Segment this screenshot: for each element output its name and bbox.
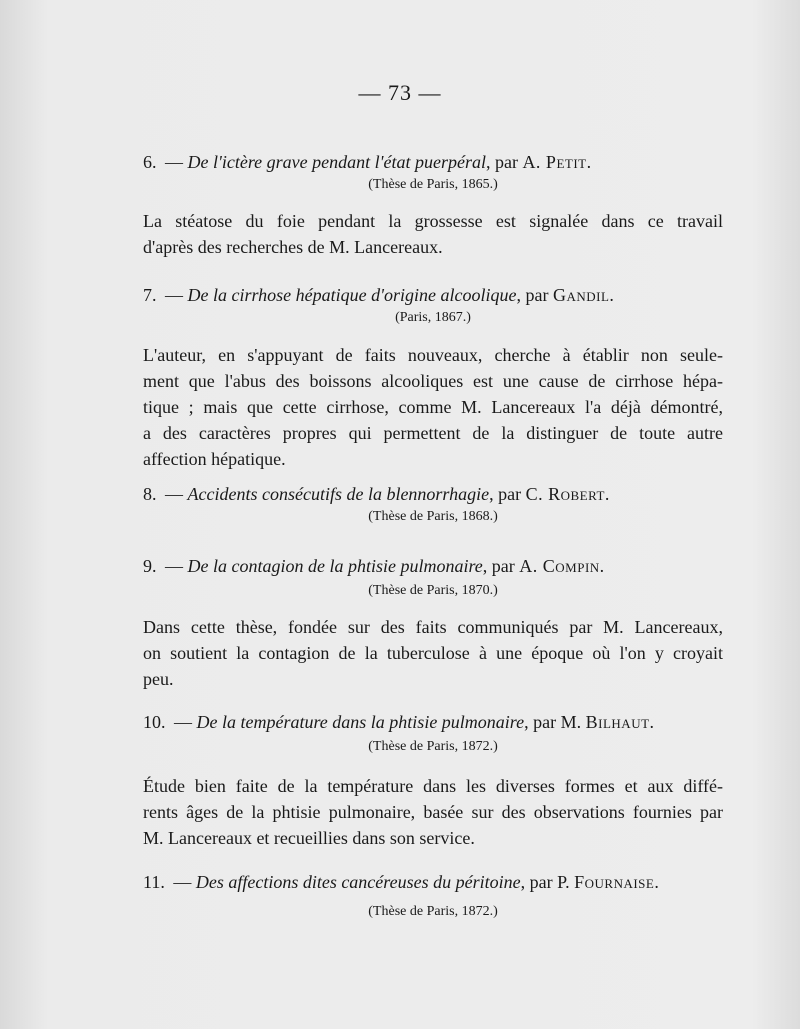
entry-author: C. Robert.	[525, 484, 610, 504]
summary-line: d'après des recherches de M. Lancereaux.	[143, 237, 443, 257]
entry-9-source: (Thèse de Paris, 1870.)	[368, 583, 498, 598]
summary-line: Étude bien faite de la température dans les diverses formes et aux diffé-	[143, 776, 723, 796]
summary-line: La stéatose du foie pendant la grossesse est signalée dans ce travail	[143, 211, 723, 231]
summary-line: rents âges de la phtisie pulmonaire, basée sur des observations fournies par	[143, 802, 723, 822]
entry-separator: —	[169, 712, 197, 732]
summary-line: ment que l'abus des boissons alcooliques est une cause de cirrhose hépa-	[143, 371, 723, 391]
summary-line: peu.	[143, 669, 174, 689]
entry-author: Bilhaut.	[585, 712, 655, 732]
entry-title: De la cirrhose hépatique d'origine alcoolique	[187, 285, 517, 305]
entry-title: De l'ictère grave pendant l'état puerpéral	[187, 152, 486, 172]
entry-author: A. Petit.	[522, 152, 592, 172]
entry-10-source: (Thèse de Paris, 1872.)	[368, 739, 498, 754]
entry-6-summary	[143, 208, 723, 260]
entry-number: 8.	[143, 484, 157, 504]
entry-10-heading	[143, 712, 723, 733]
entry-8-heading	[143, 484, 723, 505]
entry-number: 9.	[143, 556, 157, 576]
entry-7-heading	[143, 285, 723, 306]
entry-by: , par	[485, 152, 523, 172]
entry-by: , par P.	[520, 872, 575, 892]
entry-number: 7.	[143, 285, 157, 305]
entry-title: Des affections dites cancéreuses du péritoine	[195, 872, 521, 892]
entry-11-heading	[143, 872, 723, 893]
entry-10-summary	[143, 773, 723, 851]
entry-7-summary	[143, 342, 723, 472]
entry-number: 11.	[143, 872, 165, 892]
summary-line: Dans cette thèse, fondée sur des faits communiqués par M. Lancereaux,	[143, 617, 723, 637]
entry-8-source: (Thèse de Paris, 1868.)	[368, 509, 498, 524]
entry-separator: —	[168, 872, 196, 892]
summary-line: L'auteur, en s'appuyant de faits nouveaux, cherche à établir non seule-	[143, 345, 723, 365]
entry-title: De la contagion de la phtisie pulmonaire	[187, 556, 483, 576]
summary-line: M. Lancereaux et recueillies dans son service.	[143, 828, 475, 848]
entry-author: Gandil.	[552, 285, 615, 305]
entry-6-source: (Thèse de Paris, 1865.)	[368, 177, 498, 192]
entry-11-source: (Thèse de Paris, 1872.)	[368, 904, 498, 919]
entry-separator: —	[160, 285, 188, 305]
entry-separator: —	[160, 152, 188, 172]
summary-line: on soutient la contagion de la tuberculose à une époque où l'on y croyait	[143, 643, 723, 663]
entry-by: , par	[489, 484, 526, 504]
entry-9-summary	[143, 614, 723, 692]
entry-title: Accidents consécutifs de la blennorrhagie	[187, 484, 490, 504]
entry-author: A. Compin.	[519, 556, 605, 576]
entry-6-heading	[143, 152, 723, 173]
summary-line: affection hépatique.	[143, 449, 286, 469]
entry-author: Fournaise.	[574, 872, 660, 892]
entry-number: 10.	[143, 712, 166, 732]
summary-line: a des caractères propres qui permettent de la distinguer de toute autre	[143, 423, 723, 443]
entry-number: 6.	[143, 152, 157, 172]
entry-separator: —	[160, 556, 188, 576]
entry-by: , par M.	[524, 712, 586, 732]
summary-line: tique ; mais que cette cirrhose, comme M. Lancereaux l'a déjà démontré,	[143, 397, 723, 417]
entry-7-source: (Paris, 1867.)	[395, 310, 471, 325]
entry-title: De la température dans la phtisie pulmonaire	[196, 712, 525, 732]
entry-9-heading	[143, 556, 723, 577]
entry-by: , par	[516, 285, 553, 305]
page-number: — 73 —	[358, 80, 442, 105]
entry-by: , par	[482, 556, 520, 576]
entry-separator: —	[160, 484, 188, 504]
